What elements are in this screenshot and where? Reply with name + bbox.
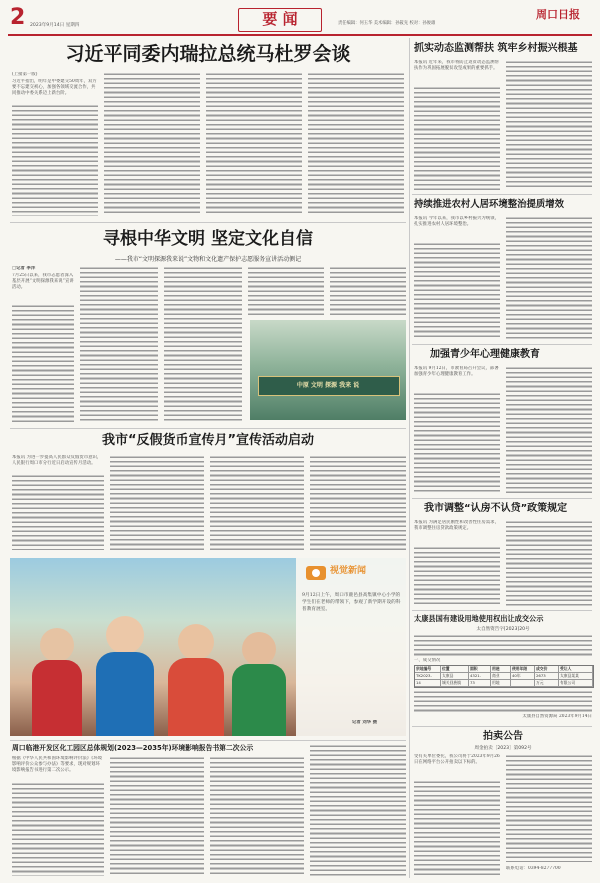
anti-counterfeit-headline: 我市“反假货币宣传月”宣传活动启动 bbox=[101, 433, 315, 448]
divider bbox=[10, 222, 406, 223]
table-cell: 万元 bbox=[535, 680, 559, 687]
table-cell: 太康县某某 bbox=[559, 673, 593, 680]
table-cell: 14 bbox=[415, 680, 441, 687]
culture-body-col3 bbox=[164, 266, 242, 422]
culture-banner-text: 中原 文明 探源 我来 说 bbox=[296, 382, 360, 389]
divider bbox=[412, 344, 592, 345]
culture-banner bbox=[250, 320, 406, 420]
divider bbox=[10, 740, 406, 741]
table-cell: 73 bbox=[469, 680, 491, 687]
lead-body-col3 bbox=[206, 72, 302, 216]
divider bbox=[412, 610, 592, 611]
environment-body-col2 bbox=[506, 216, 592, 340]
housing-headline: 我市调整“认房不认贷”政策规定 bbox=[424, 503, 568, 514]
date-line: 2023年9月14日 星期四 bbox=[30, 23, 80, 28]
auction-body-col2 bbox=[506, 754, 592, 862]
table-cell: 太康县 bbox=[441, 673, 469, 680]
table-header-cell: 使用年限 bbox=[511, 666, 535, 673]
eia-notice-excerpt: 根据《中华人民共和国环境影响评价法》《环境影响评价公众参与办法》等要求，现对规划环境影响报告书进行第二次公示。 bbox=[12, 756, 103, 773]
divider bbox=[10, 428, 406, 429]
photo-kid-body bbox=[32, 660, 82, 736]
photo-kid-body bbox=[168, 658, 224, 736]
camera-lens bbox=[312, 569, 320, 577]
mental-health-body-col2 bbox=[506, 366, 592, 494]
table-cell: 用地 bbox=[491, 680, 511, 687]
table-cell: 40年 bbox=[511, 673, 535, 680]
anti-counterfeit-col1 bbox=[12, 474, 104, 550]
lead-body-col1 bbox=[12, 104, 98, 216]
culture-byline: □记者 李洋 bbox=[12, 266, 36, 271]
table-cell bbox=[511, 680, 535, 687]
column-divider bbox=[409, 38, 410, 878]
table-cell: 城关回族镇 bbox=[441, 680, 469, 687]
page-header bbox=[8, 6, 592, 34]
photo-tag: 视觉新闻 bbox=[330, 566, 367, 576]
photo-credit: 记者 刘华 摄 bbox=[352, 720, 378, 725]
mental-health-body-col1 bbox=[414, 392, 500, 494]
table-cell: 商业 bbox=[491, 673, 511, 680]
environment-excerpt: 本报讯 今年以来，我市以乡村振兴为统领，扎实推进农村人居环境整治。 bbox=[414, 216, 500, 227]
rural-body-col1 bbox=[414, 86, 500, 190]
land-table-grid bbox=[415, 666, 593, 687]
lead-body-col2 bbox=[104, 72, 200, 216]
table-header-cell: 宗地编号 bbox=[415, 666, 441, 673]
auction-excerpt: 受有关单位委托，我公司将于2023年9月26日在网络平台公开拍卖以下标的。 bbox=[414, 754, 500, 765]
table-header-cell: 位置 bbox=[441, 666, 469, 673]
table-cell: 2673 bbox=[535, 673, 559, 680]
photo-kid bbox=[106, 616, 144, 654]
photo-kid bbox=[178, 624, 214, 660]
photo-kid-body bbox=[96, 652, 154, 736]
land-notice-table-caption: 一、成交情况 bbox=[414, 658, 441, 663]
anti-counterfeit-col4 bbox=[310, 455, 406, 550]
table-header-cell: 用途 bbox=[491, 666, 511, 673]
table-cell: 4321. bbox=[469, 673, 491, 680]
land-notice-subheadline: 太自然资告字[2023]20号 bbox=[476, 627, 530, 632]
eia-notice-col1 bbox=[12, 782, 104, 876]
page-number: 2 bbox=[10, 5, 26, 30]
eia-notice-headline: 周口临港开发区化工园区总体规划(2023—2035年)环境影响报告书第二次公示 bbox=[12, 744, 254, 752]
header-rule bbox=[8, 34, 592, 36]
mental-health-headline: 加强青少年心理健康教育 bbox=[430, 349, 540, 360]
housing-body-col2 bbox=[506, 520, 592, 606]
anti-counterfeit-col3 bbox=[210, 455, 304, 550]
land-notice-intro bbox=[414, 634, 592, 656]
auction-phone: 联系电话：0394-8277700 bbox=[506, 866, 561, 871]
table-cell: 有限公司 bbox=[559, 680, 593, 687]
rural-excerpt: 本报讯 近年来，我市将防止返贫动态监测帮扶作为巩固拓展脱贫攻坚成果的重要抓手。 bbox=[414, 60, 500, 71]
camera-icon bbox=[306, 566, 326, 580]
anti-counterfeit-excerpt: 本报讯 为进一步提高人民群众反假货币意识，人民银行周口市分行近日启动宣传月活动。 bbox=[12, 455, 102, 466]
culture-body-col1 bbox=[12, 304, 74, 422]
table-cell: TK2023- bbox=[415, 673, 441, 680]
photo-kid bbox=[242, 632, 276, 666]
photo-caption: 9月12日上午，周口市鹿邑县高集镇中心小学的学生们在老师的带领下，参观了新学期开设的科普教育展室。 bbox=[302, 593, 401, 612]
eia-notice-col2 bbox=[110, 756, 204, 876]
editors-line: 责任编辑：何玉华 美术编辑：孙筱先 校对：孙俊雄 bbox=[338, 21, 436, 26]
lead-headline: 习近平同委内瑞拉总统马杜罗会谈 bbox=[65, 43, 351, 65]
environment-body-col1 bbox=[414, 242, 500, 340]
culture-body-col4 bbox=[248, 266, 324, 316]
divider bbox=[412, 726, 592, 727]
housing-excerpt: 本报讯 为满足居民刚性和改善性住房需求，我市调整住房贷款政策规定。 bbox=[414, 520, 500, 531]
land-notice-body bbox=[414, 690, 592, 712]
logo: 周口日报 bbox=[536, 8, 580, 21]
culture-headline: 寻根中华文明 坚定文化自信 bbox=[103, 229, 313, 249]
culture-body-col5 bbox=[330, 266, 406, 316]
divider bbox=[412, 498, 592, 499]
divider bbox=[412, 194, 592, 195]
table-header-cell: 面积 bbox=[469, 666, 491, 673]
table-header-cell: 成交价 bbox=[535, 666, 559, 673]
lead-excerpt: 习近平指出，明年是中委建交50周年，双方要不忘建交初心，加强各领域交流合作，共同推动中委关系迈上新台阶。 bbox=[12, 79, 97, 96]
auction-headline: 拍卖公告 bbox=[483, 731, 523, 742]
culture-excerpt: 7月25日以来，我市志愿者深入基层开展“文明探源我来说”宣讲活动。 bbox=[12, 273, 74, 290]
auction-subheadline: 周金拍卖［2023］第092号 bbox=[474, 746, 532, 751]
auction-body-col1 bbox=[414, 780, 500, 876]
land-notice-headline: 太康县国有建设用地使用权出让成交公示 bbox=[414, 614, 544, 623]
lead-dateline: (上接第一版) bbox=[12, 72, 38, 77]
photo-kid bbox=[40, 628, 74, 662]
lead-body-col4 bbox=[308, 72, 404, 216]
rural-headline: 抓实动态监测帮扶 筑牢乡村振兴根基 bbox=[414, 43, 578, 54]
photo-kid-body bbox=[232, 664, 286, 736]
anti-counterfeit-col2 bbox=[110, 455, 204, 550]
rural-body-col2 bbox=[506, 60, 592, 190]
section-title: 要 闻 bbox=[262, 10, 298, 28]
mental-health-excerpt: 本报讯 9月12日，市教育局召开会议，部署加强青少年心理健康教育工作。 bbox=[414, 366, 499, 377]
housing-body-col1 bbox=[414, 546, 500, 606]
eia-notice-col3 bbox=[210, 756, 304, 876]
culture-body-col2 bbox=[80, 266, 158, 422]
table-header-cell: 受让人 bbox=[559, 666, 593, 673]
land-notice-table bbox=[414, 665, 594, 688]
land-notice-footer: 太康县自然资源局 2023年9月14日 bbox=[522, 714, 592, 719]
eia-notice-col4 bbox=[310, 744, 406, 876]
environment-headline: 持续推进农村人居环境整治提质增效 bbox=[414, 199, 565, 210]
culture-subheadline: ——我市“文明探源我来说”文物和文化遗产保护志愿服务宣讲活动侧记 bbox=[114, 256, 302, 263]
